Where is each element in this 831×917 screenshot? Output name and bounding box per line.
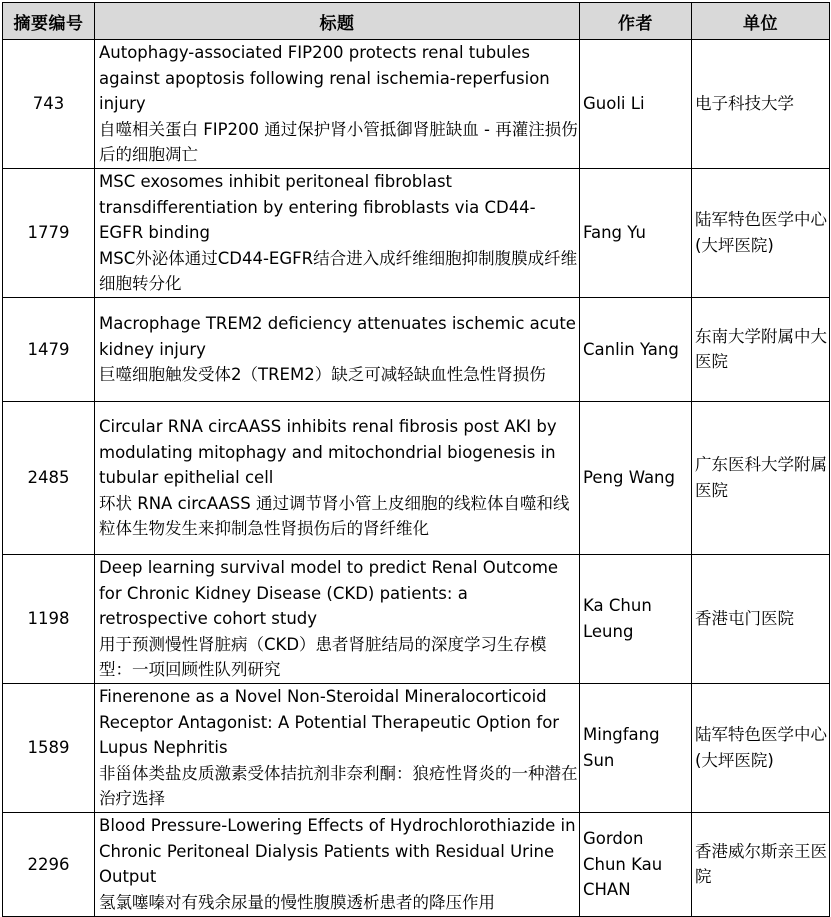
header-id: 摘要编号	[3, 3, 95, 40]
author: Fang Yu	[580, 168, 692, 297]
unit: 广东医科大学附属医院	[692, 401, 830, 554]
title-en: MSC exosomes inhibit peritoneal fibroblast transdifferentiation by entering fibroblasts via CD44-EGFR binding	[99, 171, 536, 243]
abstract-id: 1589	[3, 683, 95, 812]
author: Ka Chun Leung	[580, 554, 692, 683]
author: Mingfang Sun	[580, 683, 692, 812]
unit: 陆军特色医学中心(大坪医院)	[692, 683, 830, 812]
abstract-title	[95, 812, 580, 916]
table-row	[3, 683, 830, 812]
title-en: Deep learning survival model to predict Renal Outcome for Chronic Kidney Disease (CKD) patients: a retrospective cohort study	[99, 557, 559, 629]
header-unit: 单位	[692, 3, 830, 40]
abstract-id: 1198	[3, 554, 95, 683]
title-zh: 巨噬细胞触发受体2（TREM2）缺乏可减轻缺血性急性肾损伤	[99, 365, 546, 385]
abstract-title	[95, 554, 580, 683]
abstract-title	[95, 683, 580, 812]
table-row	[3, 812, 830, 916]
table-row	[3, 401, 830, 554]
title-en: Macrophage TREM2 deficiency attenuates ischemic acute kidney injury	[99, 314, 576, 359]
title-zh: 用于预测慢性肾脏病（CKD）患者肾脏结局的深度学习生存模型：一项回顾性队列研究	[99, 634, 547, 680]
table-row	[3, 297, 830, 401]
table-row	[3, 554, 830, 683]
table-row	[3, 168, 830, 297]
abstract-title	[95, 297, 580, 401]
author: Gordon Chun Kau CHAN	[580, 812, 692, 916]
title-en: Finerenone as a Novel Non-Steroidal Mineralocorticoid Receptor Antagonist: A Potential Therapeutic Option for Lupus Nephritis	[99, 686, 560, 758]
title-zh: 环状 RNA circAASS 通过调节肾小管上皮细胞的线粒体自噬和线粒体生物发生来抑制急性肾损伤后的肾纤维化	[99, 493, 570, 539]
title-en: Circular RNA circAASS inhibits renal fibrosis post AKI by modulating mitophagy and mitochondrial biogenesis in tubular epithelial cell	[99, 416, 557, 488]
header-title: 标题	[95, 3, 580, 40]
unit: 香港屯门医院	[692, 554, 830, 683]
author: Canlin Yang	[580, 297, 692, 401]
abstract-id: 1479	[3, 297, 95, 401]
abstract-id: 743	[3, 40, 95, 169]
abstract-title	[95, 168, 580, 297]
author: Peng Wang	[580, 401, 692, 554]
title-en: Blood Pressure-Lowering Effects of Hydrochlorothiazide in Chronic Peritoneal Dialysis Patients with Residual Urine Output	[99, 816, 576, 887]
abstract-id: 2296	[3, 812, 95, 916]
table-row	[3, 40, 830, 169]
unit: 香港威尔斯亲王医院	[692, 812, 830, 916]
abstract-title	[95, 40, 580, 169]
abstract-title	[95, 401, 580, 554]
header-row	[3, 3, 830, 40]
unit: 陆军特色医学中心(大坪医院)	[692, 168, 830, 297]
title-en: Autophagy-associated FIP200 protects renal tubules against apoptosis following renal ischemia-reperfusion injury	[99, 43, 550, 114]
author: Guoli Li	[580, 40, 692, 169]
header-author: 作者	[580, 3, 692, 40]
unit: 电子科技大学	[692, 40, 830, 169]
abstract-id: 2485	[3, 401, 95, 554]
title-zh: MSC外泌体通过CD44-EGFR结合进入成纤维细胞抑制腹膜成纤维细胞转分化	[99, 248, 578, 294]
unit: 东南大学附属中大医院	[692, 297, 830, 401]
title-zh: 自噬相关蛋白 FIP200 通过保护肾小管抵御肾脏缺血 - 再灌注损伤后的细胞凋亡	[99, 119, 578, 165]
abstract-table	[2, 2, 830, 917]
abstract-id: 1779	[3, 168, 95, 297]
title-zh: 非甾体类盐皮质激素受体拮抗剂非奈利酮：狼疮性肾炎的一种潜在治疗选择	[99, 763, 578, 809]
title-zh: 氢氯噻嗪对有残余尿量的慢性腹膜透析患者的降压作用	[99, 892, 495, 912]
